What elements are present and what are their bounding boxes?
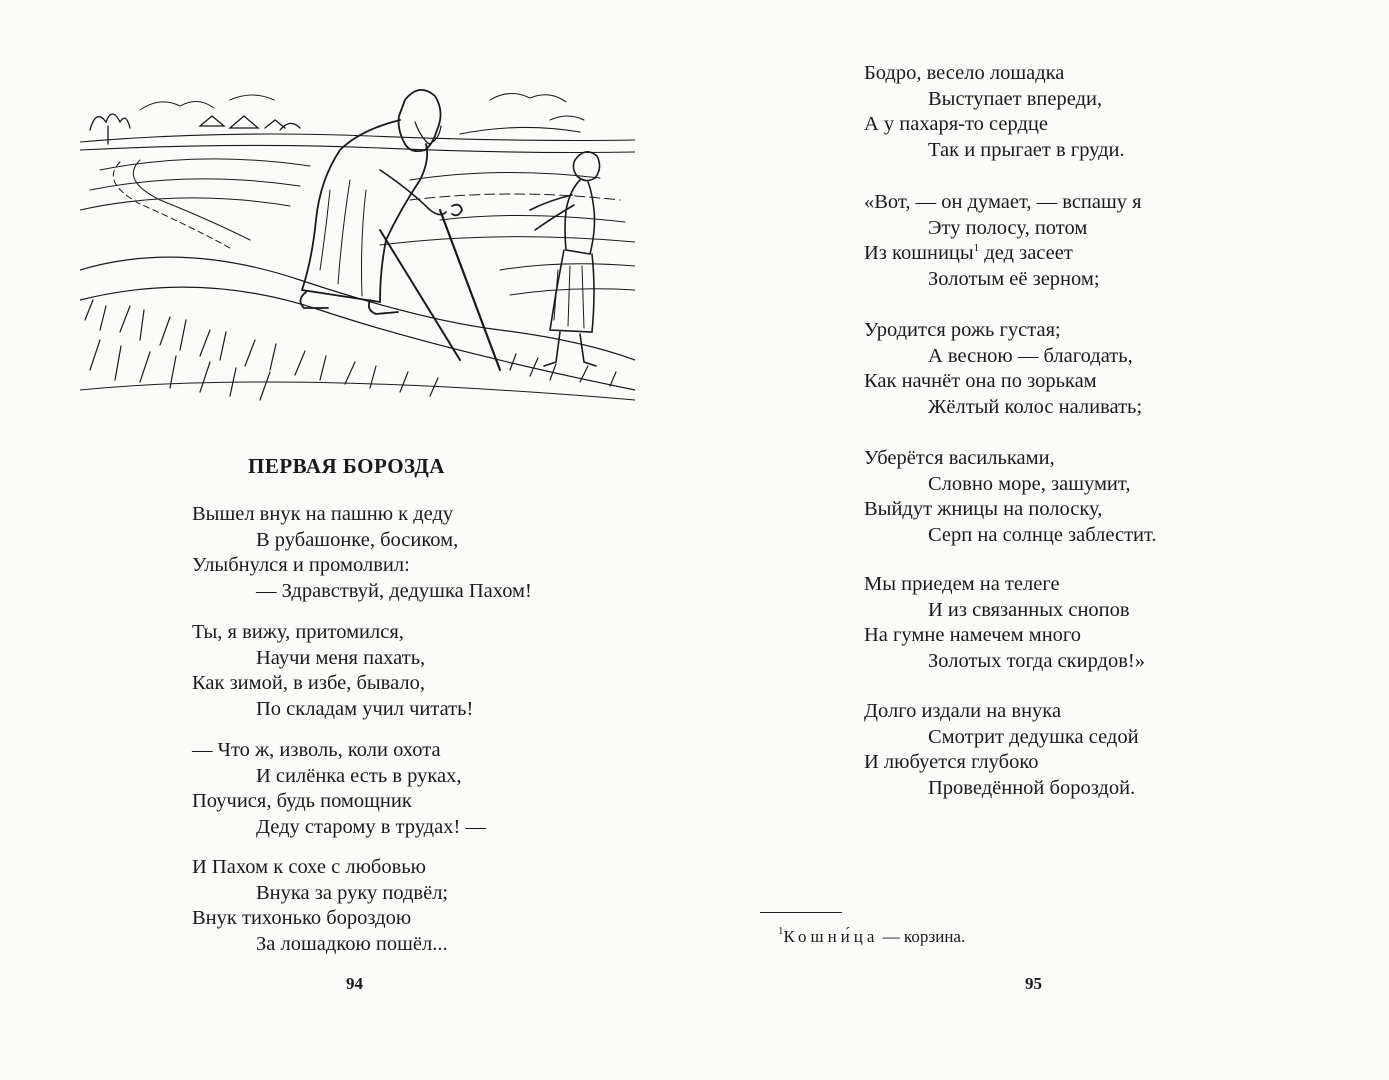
poem-line: Ты, я вижу, притомился, [192,621,404,643]
poem-line: — Что ж, изволь, коли охота [192,739,441,761]
poem-line: Проведённой бороздой. [928,776,1136,799]
poem-line: Эту полосу, потом [928,216,1088,239]
poem-line: Выступает впереди, [928,87,1103,110]
poem-line: Внук тихонько бороздою [192,907,412,929]
poem-line: Долго издали на внука [864,700,1062,722]
poem-line: И Пахом к сохе с любовью [192,856,426,878]
footnote-term: Кошни́ца [783,927,879,946]
poem-line: Так и прыгает в груди. [928,138,1125,161]
right-page [694,0,1389,1080]
stanza [864,190,1142,292]
poem-title: ПЕРВАЯ БОРОЗДА [248,454,445,478]
stanza [864,572,1145,674]
poem-line: Научи меня пахать, [256,646,426,669]
poem-line: Уродится рожь густая; [864,319,1061,341]
poem-line: Улыбнулся и промолвил: [192,554,410,576]
poem-line-text: дед засеет [979,242,1073,264]
poem-line: Серп на солнце заблестит. [928,523,1157,546]
stanza [192,620,473,722]
stanza [192,738,486,840]
poem-line: Внука за руку подвёл; [256,881,449,904]
poem-line: Бодро, весело лошадка [864,62,1065,84]
poem-line: Как зимой, в избе, бывало, [192,672,425,694]
poem-line: Как начнёт она по зорькам [864,370,1097,392]
poem-line: В рубашонке, босиком, [256,528,459,551]
poem-line: На гумне намечем много [864,624,1082,646]
poem-line-with-footnote [864,241,1142,267]
poem-line: По складам учил читать! [256,697,474,720]
poem-line: — Здравствуй, дедушка Пахом! [256,579,532,602]
poem-line: Поучися, будь помощник [192,790,412,812]
page-number: 95 [1025,974,1042,993]
poem-line: Уберётся васильками, [864,447,1055,469]
poem-line: Смотрит дедушка седой [928,725,1139,748]
stanza [864,446,1157,548]
stanza [192,502,532,604]
left-page [0,0,694,1080]
footnote-mark: 1 [973,242,980,254]
footnote-definition: — корзина. [878,927,966,946]
stanza [864,699,1139,801]
poem-line: И из связанных снопов [928,598,1130,621]
poem-line-text: Из кошницы [864,242,974,264]
poem-line: Выйдут жницы на полоску, [864,498,1103,520]
page-number: 94 [346,974,363,993]
plowing-illustration [80,70,635,405]
footnote-number: 1 [778,925,784,937]
poem-line: И силёнка есть в руках, [256,764,462,787]
poem-line: Золотых тогда скирдов!» [928,649,1145,672]
poem-line: А у пахаря-то сердце [864,113,1048,135]
poem-line: И любуется глубоко [864,751,1039,773]
poem-line: За лошадкою пошёл... [256,932,448,955]
stanza [864,61,1125,163]
stanza [864,318,1142,420]
poem-line: Жёлтый колос наливать; [928,395,1143,418]
poem-line: Вышел внук на пашню к деду [192,503,454,525]
footnote [778,927,965,947]
poem-line: Деду старому в трудах! — [256,815,486,838]
stanza [192,855,448,957]
footnote-divider [760,912,842,913]
poem-line: Золотым её зерном; [928,267,1100,290]
poem-line: Мы приедем на телеге [864,573,1060,595]
poem-line: Словно море, зашумит, [928,472,1131,495]
poem-line: «Вот, — он думает, — вспашу я [864,191,1142,213]
poem-line: А весною — благодать, [928,344,1133,367]
